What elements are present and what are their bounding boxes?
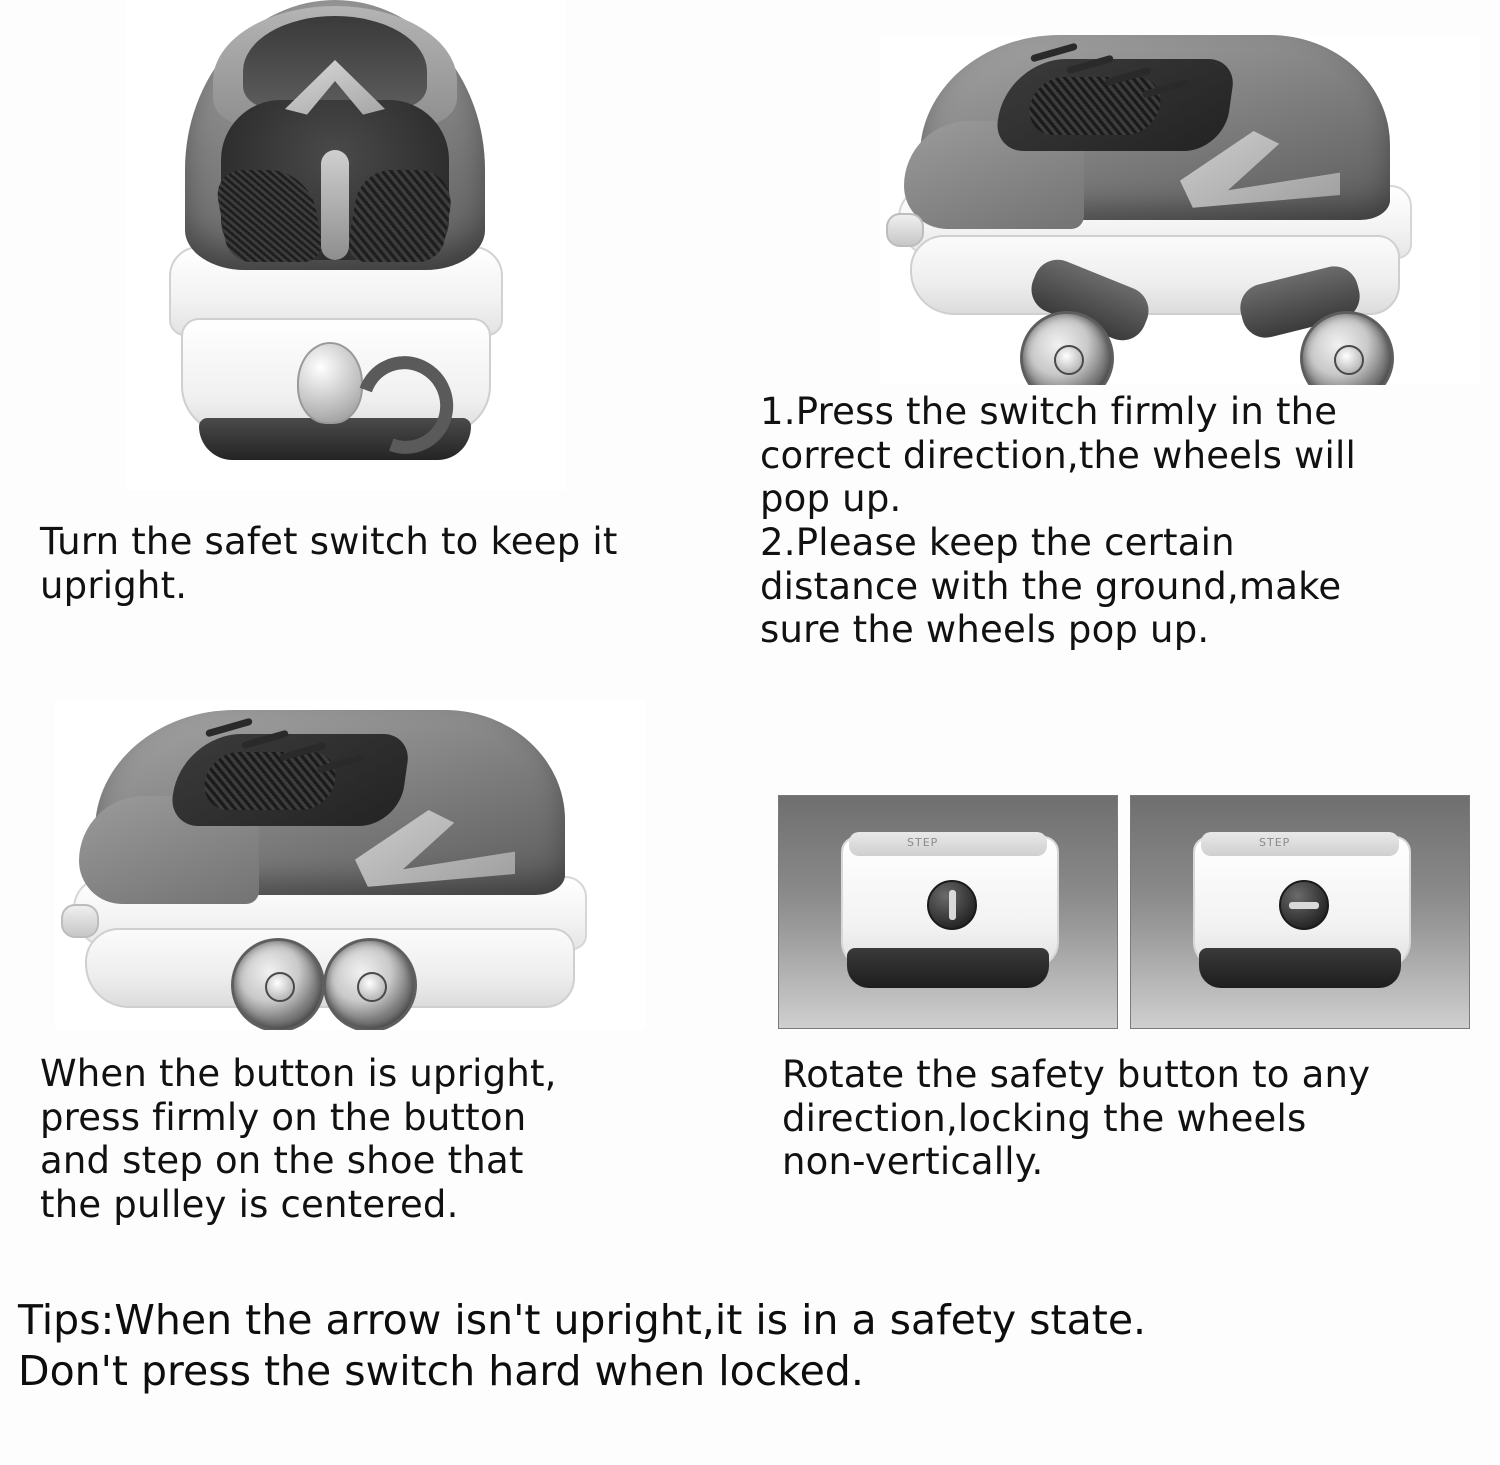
- caption-line: and step on the shoe that: [40, 1139, 524, 1183]
- panel-back-view-caption: Turn the safet switch to keep it upright.: [40, 520, 618, 607]
- caption-line: pop up.: [760, 477, 902, 521]
- slot-vertical-icon: [949, 890, 956, 920]
- tips-block: [18, 1295, 1478, 1398]
- closeup-row: [778, 795, 1470, 1029]
- band-shape: [1201, 832, 1399, 856]
- caption-line: correct direction,the wheels will: [760, 433, 1356, 477]
- shoe-popped-image: [880, 35, 1480, 385]
- slot-horizontal-icon: [1289, 902, 1319, 909]
- caption-line: 1.Press the switch firmly in the: [760, 390, 1338, 433]
- tips-line-1: Tips:When the arrow isn't upright,it is in a safety state.: [18, 1296, 1147, 1344]
- wheel-front: [231, 938, 325, 1030]
- mesh-right-shape: [345, 170, 457, 262]
- closeup-locked: [1130, 795, 1470, 1029]
- safety-button: [1279, 880, 1329, 930]
- caption-line: press firmly on the button: [40, 1095, 527, 1139]
- safety-switch-knob: [297, 342, 363, 424]
- band-text: STEP: [907, 836, 939, 849]
- caption-line: When the button is upright,: [40, 1052, 557, 1095]
- caption-line: sure the wheels pop up.: [760, 608, 1210, 652]
- heel-stripe-shape: [321, 150, 349, 260]
- closeup-unlocked: [778, 795, 1118, 1029]
- caption-line: non-vertically.: [782, 1140, 1044, 1184]
- outsole-shape: [847, 948, 1049, 988]
- band-shape: [849, 832, 1047, 856]
- panel-safety-button-caption: [782, 1053, 1500, 1184]
- caption-line: distance with the ground,make: [760, 564, 1342, 608]
- heel-plug-shape: [886, 213, 924, 247]
- laces-shape: [1030, 43, 1250, 113]
- tips-line-2: Don't press the switch hard when locked.: [18, 1347, 864, 1396]
- band-text: STEP: [1259, 836, 1291, 849]
- caption-line: direction,locking the wheels: [782, 1096, 1307, 1140]
- panel-wheels-retracted-caption: [40, 1052, 720, 1227]
- caption-line: Rotate the safety button to any: [782, 1053, 1371, 1096]
- shoe-back-view-image: [125, 0, 565, 490]
- laces-shape: [205, 718, 425, 788]
- caption-line: 2.Please keep the certain: [760, 520, 1235, 564]
- panel-wheels-popped-caption: [760, 390, 1490, 652]
- shoe-retracted-image: [55, 700, 645, 1030]
- outsole-shape: [1199, 948, 1401, 988]
- heel-plug-shape: [61, 904, 99, 938]
- caption-line: the pulley is centered.: [40, 1182, 459, 1226]
- safety-button: [927, 880, 977, 930]
- wheel-rear: [323, 938, 417, 1030]
